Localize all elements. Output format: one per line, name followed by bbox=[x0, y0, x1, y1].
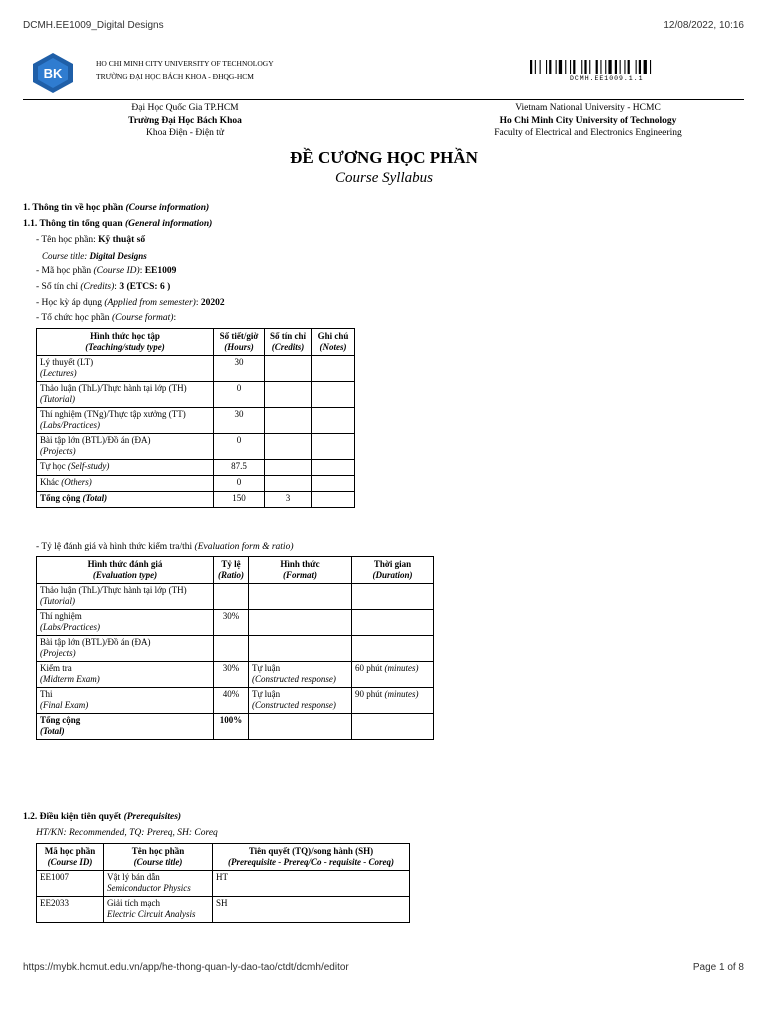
print-header-title: DCMH.EE1009_Digital Designs bbox=[23, 20, 164, 31]
print-header-datetime: 12/08/2022, 10:16 bbox=[663, 20, 744, 31]
prereq-type-cell: SH bbox=[213, 897, 410, 923]
table-row bbox=[37, 492, 355, 508]
table-row bbox=[37, 434, 355, 460]
course-title-line: Course title: Digital Designs bbox=[42, 251, 147, 261]
university-logo bbox=[31, 52, 75, 94]
notes-cell bbox=[312, 492, 355, 508]
header-cell: Số tín chỉ (Credits) bbox=[265, 329, 312, 356]
type-cell: Bài tập lớn (BTL)/Đồ án (ĐA) (Projects) bbox=[37, 434, 214, 460]
barcode-text: DCMH.EE1009.1.1 bbox=[570, 75, 644, 82]
course-title-cell: Giải tích mạch Electric Circuit Analysis bbox=[104, 897, 213, 923]
duration-cell bbox=[352, 584, 434, 610]
table-row bbox=[37, 476, 355, 492]
prerequisites-table bbox=[36, 843, 410, 923]
format-cell bbox=[249, 610, 352, 636]
course-id-cell: EE1007 bbox=[37, 871, 104, 897]
notes-cell bbox=[312, 382, 355, 408]
ratio-cell bbox=[214, 584, 249, 610]
table-row bbox=[37, 662, 434, 688]
credits-cell bbox=[265, 476, 312, 492]
eval-type-cell: Kiểm tra (Midterm Exam) bbox=[37, 662, 214, 688]
notes-cell bbox=[312, 408, 355, 434]
format-cell bbox=[249, 714, 352, 740]
header-cell: Hình thức đánh giá (Evaluation type) bbox=[37, 557, 214, 584]
institution-en bbox=[470, 102, 706, 140]
evaluation-label: - Tỷ lệ đánh giá và hình thức kiểm tra/thi (Evaluation form & ratio) bbox=[36, 542, 294, 552]
table-row bbox=[37, 610, 434, 636]
header-cell: Hình thức học tập (Teaching/study type) bbox=[37, 329, 214, 356]
header-cell: Thời gian (Duration) bbox=[352, 557, 434, 584]
faculty-name-vn: Khoa Điện - Điện tử bbox=[146, 128, 224, 138]
evaluation-table bbox=[36, 556, 434, 740]
institution-vn bbox=[90, 102, 280, 140]
ratio-cell: 100% bbox=[214, 714, 249, 740]
ratio-cell: 40% bbox=[214, 688, 249, 714]
table-row bbox=[37, 382, 355, 408]
university-name-en: HO CHI MINH CITY UNIVERSITY OF TECHNOLOGY bbox=[96, 59, 274, 68]
type-cell: Thảo luận (ThL)/Thực hành tại lớp (TH) (Tutorial) bbox=[37, 382, 214, 408]
page-title: ĐỀ CƯƠNG HỌC PHẦN bbox=[290, 148, 478, 167]
table-row bbox=[37, 688, 434, 714]
table-header-row bbox=[37, 329, 355, 356]
notes-cell bbox=[312, 434, 355, 460]
credits-line: - Số tín chỉ (Credits): 3 (ETCS: 6 ) bbox=[36, 282, 171, 292]
header-cell: Tên học phần (Course title) bbox=[104, 844, 213, 871]
header-cell: Số tiết/giờ (Hours) bbox=[214, 329, 265, 356]
prereq-legend: HT/KN: Recommended, TQ: Prereq, SH: Coreq bbox=[36, 828, 218, 838]
credits-cell: 3 bbox=[265, 492, 312, 508]
table-row bbox=[37, 714, 434, 740]
section-1-1-heading: 1.1. Thông tin tổng quan (General information) bbox=[23, 219, 213, 229]
hours-cell: 0 bbox=[214, 434, 265, 460]
format-cell bbox=[249, 636, 352, 662]
print-footer-url: https://mybk.hcmut.edu.vn/app/he-thong-quan-ly-dao-tao/ctdt/dcmh/editor bbox=[23, 962, 349, 973]
vnu-name-en: Vietnam National University - HCMC bbox=[515, 103, 661, 113]
header-cell: Hình thức (Format) bbox=[249, 557, 352, 584]
table-header-row bbox=[37, 557, 434, 584]
notes-cell bbox=[312, 476, 355, 492]
course-title-cell: Vật lý bán dẫn Semiconductor Physics bbox=[104, 871, 213, 897]
ratio-cell bbox=[214, 636, 249, 662]
prereq-type-cell: HT bbox=[213, 871, 410, 897]
notes-cell bbox=[312, 356, 355, 382]
hours-cell: 0 bbox=[214, 476, 265, 492]
notes-cell bbox=[312, 460, 355, 476]
table-row bbox=[37, 871, 410, 897]
semester-line: - Học kỳ áp dụng (Applied from semester): 20202 bbox=[36, 298, 225, 308]
credits-cell bbox=[265, 356, 312, 382]
hours-cell: 30 bbox=[214, 356, 265, 382]
barcode bbox=[530, 60, 690, 74]
duration-cell: 60 phút (minutes) bbox=[352, 662, 434, 688]
credits-cell bbox=[265, 382, 312, 408]
table-header-row bbox=[37, 844, 410, 871]
ratio-cell: 30% bbox=[214, 610, 249, 636]
ratio-cell: 30% bbox=[214, 662, 249, 688]
table-row bbox=[37, 636, 434, 662]
table-row bbox=[37, 584, 434, 610]
vnu-name-vn: Đại Học Quốc Gia TP.HCM bbox=[131, 103, 239, 113]
logo-text: BK bbox=[43, 66, 63, 81]
table-row bbox=[37, 460, 355, 476]
table-row bbox=[37, 897, 410, 923]
type-cell: Thí nghiệm (TNg)/Thực tập xưởng (TT) (Labs/Practices) bbox=[37, 408, 214, 434]
course-format-table bbox=[36, 328, 355, 508]
faculty-name-en: Faculty of Electrical and Electronics Engineering bbox=[494, 128, 682, 138]
print-footer-page: Page 1 of 8 bbox=[692, 962, 744, 973]
header-cell: Mã học phần (Course ID) bbox=[37, 844, 104, 871]
eval-type-cell: Bài tập lớn (BTL)/Đồ án (ĐA) (Projects) bbox=[37, 636, 214, 662]
type-cell: Lý thuyết (LT) (Lectures) bbox=[37, 356, 214, 382]
format-cell: Tự luận (Constructed response) bbox=[249, 688, 352, 714]
table-row bbox=[37, 408, 355, 434]
course-name-line: - Tên học phần: Kỹ thuật số bbox=[36, 235, 146, 245]
eval-type-cell: Thí nghiệm (Labs/Practices) bbox=[37, 610, 214, 636]
university-name-vn: TRƯỜNG ĐẠI HỌC BÁCH KHOA - ĐHQG-HCM bbox=[96, 72, 254, 81]
hours-cell: 87.5 bbox=[214, 460, 265, 476]
total-label-cell: Tổng cộng (Total) bbox=[37, 714, 214, 740]
header-cell: Ghi chú (Notes) bbox=[312, 329, 355, 356]
table-row bbox=[37, 356, 355, 382]
course-format-line: - Tổ chức học phần (Course format): bbox=[36, 313, 177, 323]
hours-cell: 0 bbox=[214, 382, 265, 408]
credits-cell bbox=[265, 460, 312, 476]
course-id-line: - Mã học phần (Course ID): EE1009 bbox=[36, 266, 177, 276]
format-cell: Tự luận (Constructed response) bbox=[249, 662, 352, 688]
type-cell: Khác (Others) bbox=[37, 476, 214, 492]
course-id-cell: EE2033 bbox=[37, 897, 104, 923]
school-name-vn: Trường Đại Học Bách Khoa bbox=[128, 115, 242, 126]
school-name-en: Ho Chi Minh City University of Technology bbox=[499, 115, 677, 126]
eval-type-cell: Thảo luận (ThL)/Thực hành tại lớp (TH) (Tutorial) bbox=[37, 584, 214, 610]
format-cell bbox=[249, 584, 352, 610]
eval-type-cell: Thi (Final Exam) bbox=[37, 688, 214, 714]
duration-cell: 90 phút (minutes) bbox=[352, 688, 434, 714]
section-1-heading: 1. Thông tin về học phần (Course information) bbox=[23, 203, 210, 213]
type-cell: Tự học (Self-study) bbox=[37, 460, 214, 476]
header-cell: Tiên quyết (TQ)/song hành (SH) (Prerequisite - Prereq/Co - requisite - Coreq) bbox=[213, 844, 410, 871]
credits-cell bbox=[265, 408, 312, 434]
duration-cell bbox=[352, 714, 434, 740]
section-1-2-heading: 1.2. Điều kiện tiên quyết (Prerequisites) bbox=[23, 812, 182, 822]
hours-cell: 30 bbox=[214, 408, 265, 434]
hours-cell: 150 bbox=[214, 492, 265, 508]
credits-cell bbox=[265, 434, 312, 460]
header-divider bbox=[23, 99, 744, 100]
page-subtitle: Course Syllabus bbox=[335, 170, 433, 186]
duration-cell bbox=[352, 610, 434, 636]
total-label-cell: Tổng cộng (Total) bbox=[37, 492, 214, 508]
duration-cell bbox=[352, 636, 434, 662]
header-cell: Tỷ lệ (Ratio) bbox=[214, 557, 249, 584]
